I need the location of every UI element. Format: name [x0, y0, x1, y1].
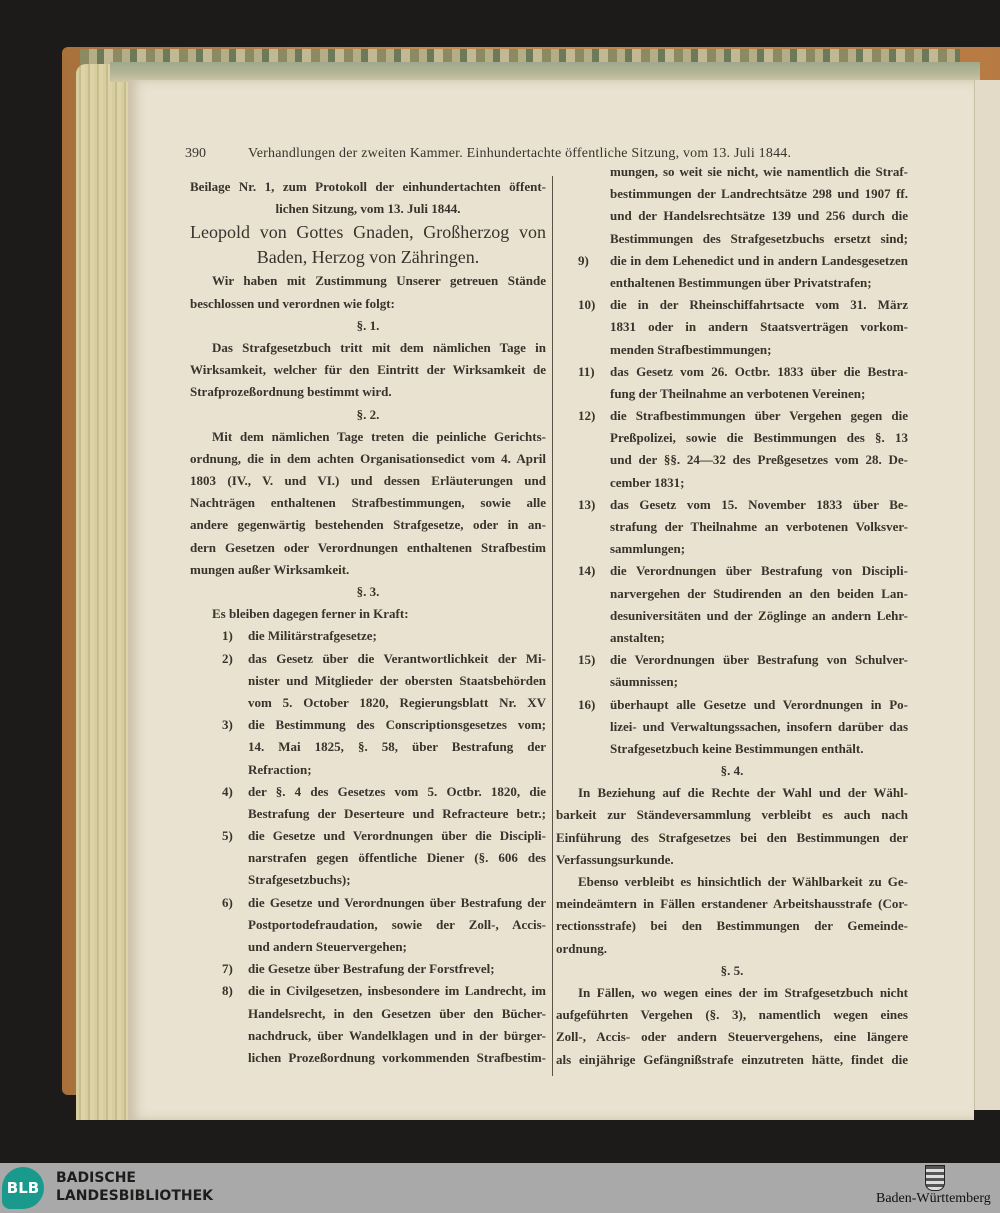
text-line [556, 827, 908, 849]
line-text: dern Gesetzen oder Verordnungen enthaltenen Strafbestim [190, 539, 546, 555]
text-line [556, 205, 908, 227]
page-stack-top [110, 62, 980, 82]
line-text: und andern Steuervergehen; [248, 939, 407, 954]
line-text: rectionsstrafe) bei den Bestimmungen der Gemeinde- [556, 918, 908, 934]
line-text: andere gegenwärtig bestehenden Strafgesetze, oder in an- [190, 517, 546, 533]
line-text: Beilage Nr. 1, zum Protokoll der einhundertachten öffent- [190, 179, 546, 194]
line-text: beschlossen und verordnen wie folgt: [190, 295, 395, 311]
line-text: die in dem Lehenedict und in andern Landesgesetzen [610, 252, 908, 268]
line-text: Bestrafung der Deserteure und Refracteure betr.; [248, 805, 546, 821]
section-heading [556, 960, 908, 982]
line-text: die Strafbestimmungen über Vergehen gegen die [610, 408, 908, 424]
text-line [190, 559, 546, 581]
text-line [190, 1003, 546, 1025]
line-text: narvergehen der Studirenden an den beiden Lan- [610, 585, 908, 601]
running-head: Verhandlungen der zweiten Kammer. Einhundertachte öffentliche Sitzung, vom 13. Juli 1844. [248, 146, 792, 161]
decree-title-line [190, 245, 546, 270]
text-line [190, 825, 546, 847]
text-line [556, 449, 908, 471]
text-line [556, 893, 908, 915]
line-text: nachdruck, über Wandelklagen und in der bürger- [248, 1027, 546, 1043]
library-name-line1: BADISCHE [56, 1170, 136, 1186]
line-text: sammlungen; [610, 541, 686, 557]
text-line [190, 803, 546, 825]
line-text: ordnung. [556, 940, 607, 956]
text-line [556, 871, 908, 893]
text-line [556, 183, 908, 205]
text-line [556, 1026, 908, 1048]
line-text: Refraction; [248, 761, 312, 777]
section-heading [190, 581, 546, 603]
text-line [556, 694, 908, 716]
text-line [190, 692, 546, 714]
text-line [190, 980, 546, 1002]
item-number: 15) [578, 652, 596, 668]
line-text: 14. Mai 1825, §. 58, über Bestrafung der [248, 739, 546, 755]
line-text: §. 4. [720, 763, 744, 779]
section-heading [190, 404, 546, 426]
text-line [190, 176, 546, 198]
footer-bar [0, 1163, 1000, 1213]
line-text: Bestimmungen des Strafgesetzbuchs ersetzt sind; [610, 230, 908, 246]
line-text: die Gesetze und Verordnungen über die Discipli- [248, 828, 546, 844]
line-text: die Gesetze über Bestrafung der Forstfrevel; [248, 961, 495, 977]
item-number: 16) [578, 696, 596, 712]
section-heading [190, 315, 546, 337]
line-text: 1831 oder in andern Staatsverträgen vorkom- [610, 319, 908, 335]
line-text: das Gesetz vom 15. November 1833 über Be- [610, 496, 908, 512]
text-line [190, 781, 546, 803]
page-number: 390 [185, 146, 206, 161]
text-line [190, 1047, 546, 1069]
text-line [190, 426, 546, 448]
line-text: die Bestimmung des Conscriptionsgesetzes vom; [248, 717, 546, 733]
text-line [190, 381, 546, 403]
text-line [556, 272, 908, 294]
text-line [556, 583, 908, 605]
text-line [190, 892, 546, 914]
line-text: In Beziehung auf die Rechte der Wahl und der Wähl- [578, 785, 908, 801]
line-text: Das Strafgesetzbuch tritt mit dem nämlichen Tage in [212, 339, 546, 355]
item-number: 9) [578, 252, 589, 268]
line-text: das Gesetz über die Verantwortlichkeit der Mi- [248, 650, 546, 666]
item-number: 2) [222, 650, 233, 666]
line-text: meindeämtern in Fällen erstandener Arbeitshausstrafe (Cor- [556, 896, 908, 912]
item-number: 5) [222, 828, 233, 844]
line-text: Nachträgen enthaltenen Strafbestimmungen, sowie alle [190, 495, 546, 511]
text-line [556, 982, 908, 1004]
item-number: 11) [578, 363, 595, 379]
page-stack-edge [76, 64, 132, 1120]
line-text: narstrafen gegen öffentliche Diener (§. 606 des [248, 850, 546, 866]
text-line [556, 472, 908, 494]
text-line [190, 293, 546, 315]
line-text: Ebenso verbleibt es hinsichtlich der Wählbarkeit zu Ge- [578, 874, 908, 889]
line-text: das Gesetz vom 26. Octbr. 1833 über die Bestra- [610, 363, 908, 379]
line-text: §. 5. [720, 962, 744, 978]
text-line [556, 649, 908, 671]
line-text: Strafgesetzbuchs); [248, 872, 351, 888]
line-text: barkeit zur Ständeversammlung verbleibt es auch nach [556, 807, 908, 823]
text-line [190, 470, 546, 492]
line-text: säumnissen; [610, 674, 678, 690]
item-number: 14) [578, 563, 596, 579]
text-line [190, 648, 546, 670]
item-number: 6) [222, 894, 233, 910]
text-line [556, 538, 908, 560]
text-line [190, 337, 546, 359]
line-text: die Verordnungen über Bestrafung von Discipli- [610, 563, 908, 579]
text-line [556, 1049, 908, 1071]
text-line [190, 759, 546, 781]
text-line [556, 339, 908, 361]
text-line [556, 427, 908, 449]
text-line [556, 494, 908, 516]
line-text: Zoll-, Accis- oder andern Steuervergehens, eine längere [556, 1029, 908, 1045]
line-text: Strafprozeßordnung bestimmt wird. [190, 384, 392, 400]
line-text: Preßpolizei, sowie die Bestimmungen des §. 13 [610, 430, 908, 446]
decree-title-line [190, 220, 546, 245]
line-text: desuniversitäten und der Zöglinge an andern Lehr- [610, 607, 908, 623]
text-line [556, 405, 908, 427]
line-text: 1803 (IV., V. und VI.) und dessen Erläuterungen und [190, 473, 546, 489]
text-line [190, 359, 546, 381]
text-line [190, 603, 546, 625]
text-line [556, 250, 908, 272]
line-text: aufgeführten Vergehen (§. 3), namentlich wegen eines [556, 1007, 908, 1023]
text-line [556, 938, 908, 960]
text-line [556, 605, 908, 627]
text-line [190, 514, 546, 536]
text-line [190, 869, 546, 891]
library-name-line2: LANDESBIBLIOTHEK [56, 1188, 214, 1204]
text-line [556, 627, 908, 649]
line-text: Postportodefraudation, sowie der Zoll-, Accis- [248, 916, 546, 932]
line-text: Strafgesetzbuch keine Bestimmungen enthält. [610, 740, 864, 756]
item-number: 7) [222, 961, 233, 977]
library-name[interactable] [56, 1169, 213, 1205]
text-line [556, 738, 908, 760]
text-line [190, 1025, 546, 1047]
text-line [556, 316, 908, 338]
text-line [190, 714, 546, 736]
line-text: nister und Mitglieder der obersten Staatsbehörden [248, 672, 546, 688]
line-text: Wir haben mit Zustimmung Unserer getreuen Stände [212, 273, 546, 289]
line-text: menden Strafbestimmungen; [610, 341, 772, 357]
text-line [556, 671, 908, 693]
item-number: 3) [222, 717, 233, 733]
line-text: als einjährige Gefängnißstrafe einzutreten hätte, findet die [556, 1051, 908, 1067]
state-name[interactable]: Baden-Württemberg [876, 1191, 991, 1206]
line-text: bestimmungen der Landrechtsätze 298 und 1907 ff. [610, 186, 908, 202]
text-line [556, 804, 908, 826]
line-text: Wirksamkeit, welcher für den Eintritt der Wirksamkeit de [190, 362, 546, 378]
item-number: 10) [578, 297, 596, 313]
left-column [190, 176, 546, 1069]
section-heading [556, 760, 908, 782]
text-line [190, 270, 546, 292]
line-text: die in Civilgesetzen, insbesondere im Landrecht, im [248, 983, 546, 999]
text-line [556, 294, 908, 316]
text-line [556, 782, 908, 804]
text-line [556, 361, 908, 383]
line-text: Baden, Herzog von Zähringen. [256, 247, 480, 268]
line-text: strafung der Theilnahme an verbotenen Volksver- [610, 519, 908, 534]
item-number: 1) [222, 628, 233, 644]
line-text: Mit dem nämlichen Tage treten die peinliche Gerichts- [212, 428, 546, 444]
line-text: Es bleiben dagegen ferner in Kraft: [212, 606, 409, 622]
text-line [190, 847, 546, 869]
text-line [556, 560, 908, 582]
line-text: lichen Sitzung, vom 13. Juli 1844. [275, 201, 461, 217]
line-text: und der Handelsrechtsätze 139 und 256 durch die [610, 208, 908, 224]
text-line [556, 383, 908, 405]
text-line [190, 448, 546, 470]
line-text: fung der Theilnahme an verbotenen Vereinen; [610, 385, 866, 401]
text-line [190, 736, 546, 758]
text-line [556, 1004, 908, 1026]
item-number: 12) [578, 408, 596, 424]
text-line [190, 492, 546, 514]
line-text: mungen, so weit sie nicht, wie namentlich die Straf- [610, 164, 908, 179]
text-line [556, 716, 908, 738]
line-text: die Verordnungen über Bestrafung von Schulver- [610, 652, 908, 668]
line-text: die Gesetze und Verordnungen über Bestrafung der [248, 894, 546, 910]
item-number: 8) [222, 983, 233, 999]
line-text: Verfassungsurkunde. [556, 851, 674, 867]
text-line [190, 625, 546, 647]
line-text: und der §§. 24—32 des Preßgesetzes vom 28. De- [610, 452, 908, 468]
line-text: vom 5. October 1820, Regierungsblatt Nr. XV [248, 694, 546, 710]
line-text: §. 1. [356, 317, 380, 333]
item-number: 13) [578, 496, 596, 512]
line-text: §. 3. [356, 584, 380, 599]
blb-logo[interactable] [2, 1167, 44, 1209]
item-number: 4) [222, 783, 233, 799]
right-column [556, 161, 908, 1071]
line-text: lizei- und Verwaltungssachen, insofern darüber das [610, 718, 908, 734]
line-text: Handelsrecht, in den Gesetzen über den Bücher- [248, 1005, 546, 1021]
line-text: ordnung, die in dem achten Organisationsedict vom 4. April [190, 450, 546, 466]
line-text: §. 2. [356, 406, 380, 422]
baden-wuerttemberg-crest-icon [925, 1165, 945, 1191]
text-line [190, 670, 546, 692]
line-text: anstalten; [610, 629, 665, 645]
text-line [556, 516, 908, 538]
text-line [556, 228, 908, 250]
blb-logo-text: BLB [6, 1179, 40, 1197]
line-text: Leopold von Gottes Gnaden, Großherzog von [190, 222, 546, 243]
line-text: mungen außer Wirksamkeit. [190, 561, 350, 577]
line-text: überhaupt alle Gesetze und Verordnungen in Po- [610, 696, 908, 712]
facing-page-edge [974, 80, 1000, 1110]
text-line [190, 198, 546, 220]
column-divider [552, 176, 553, 1076]
text-line [556, 161, 908, 183]
line-text: der §. 4 des Gesetzes vom 5. Octbr. 1820, die [248, 783, 546, 799]
text-line [556, 915, 908, 937]
line-text: enthaltenen Bestimmungen über Privatstrafen; [610, 274, 872, 290]
text-line [190, 936, 546, 958]
line-text: In Fällen, wo wegen eines der im Strafgesetzbuch nicht [578, 984, 908, 1000]
text-line [190, 958, 546, 980]
line-text: lichen Prozeßordnung vorkommenden Strafbestim- [248, 1049, 546, 1065]
line-text: cember 1831; [610, 474, 685, 490]
text-line [556, 849, 908, 871]
text-line [190, 914, 546, 936]
line-text: die Militärstrafgesetze; [248, 628, 377, 644]
line-text: die in der Rheinschiffahrtsacte vom 31. März [610, 297, 908, 313]
text-line [190, 537, 546, 559]
line-text: Einführung des Strafgesetzes bei den Bestimmungen der [556, 829, 908, 845]
